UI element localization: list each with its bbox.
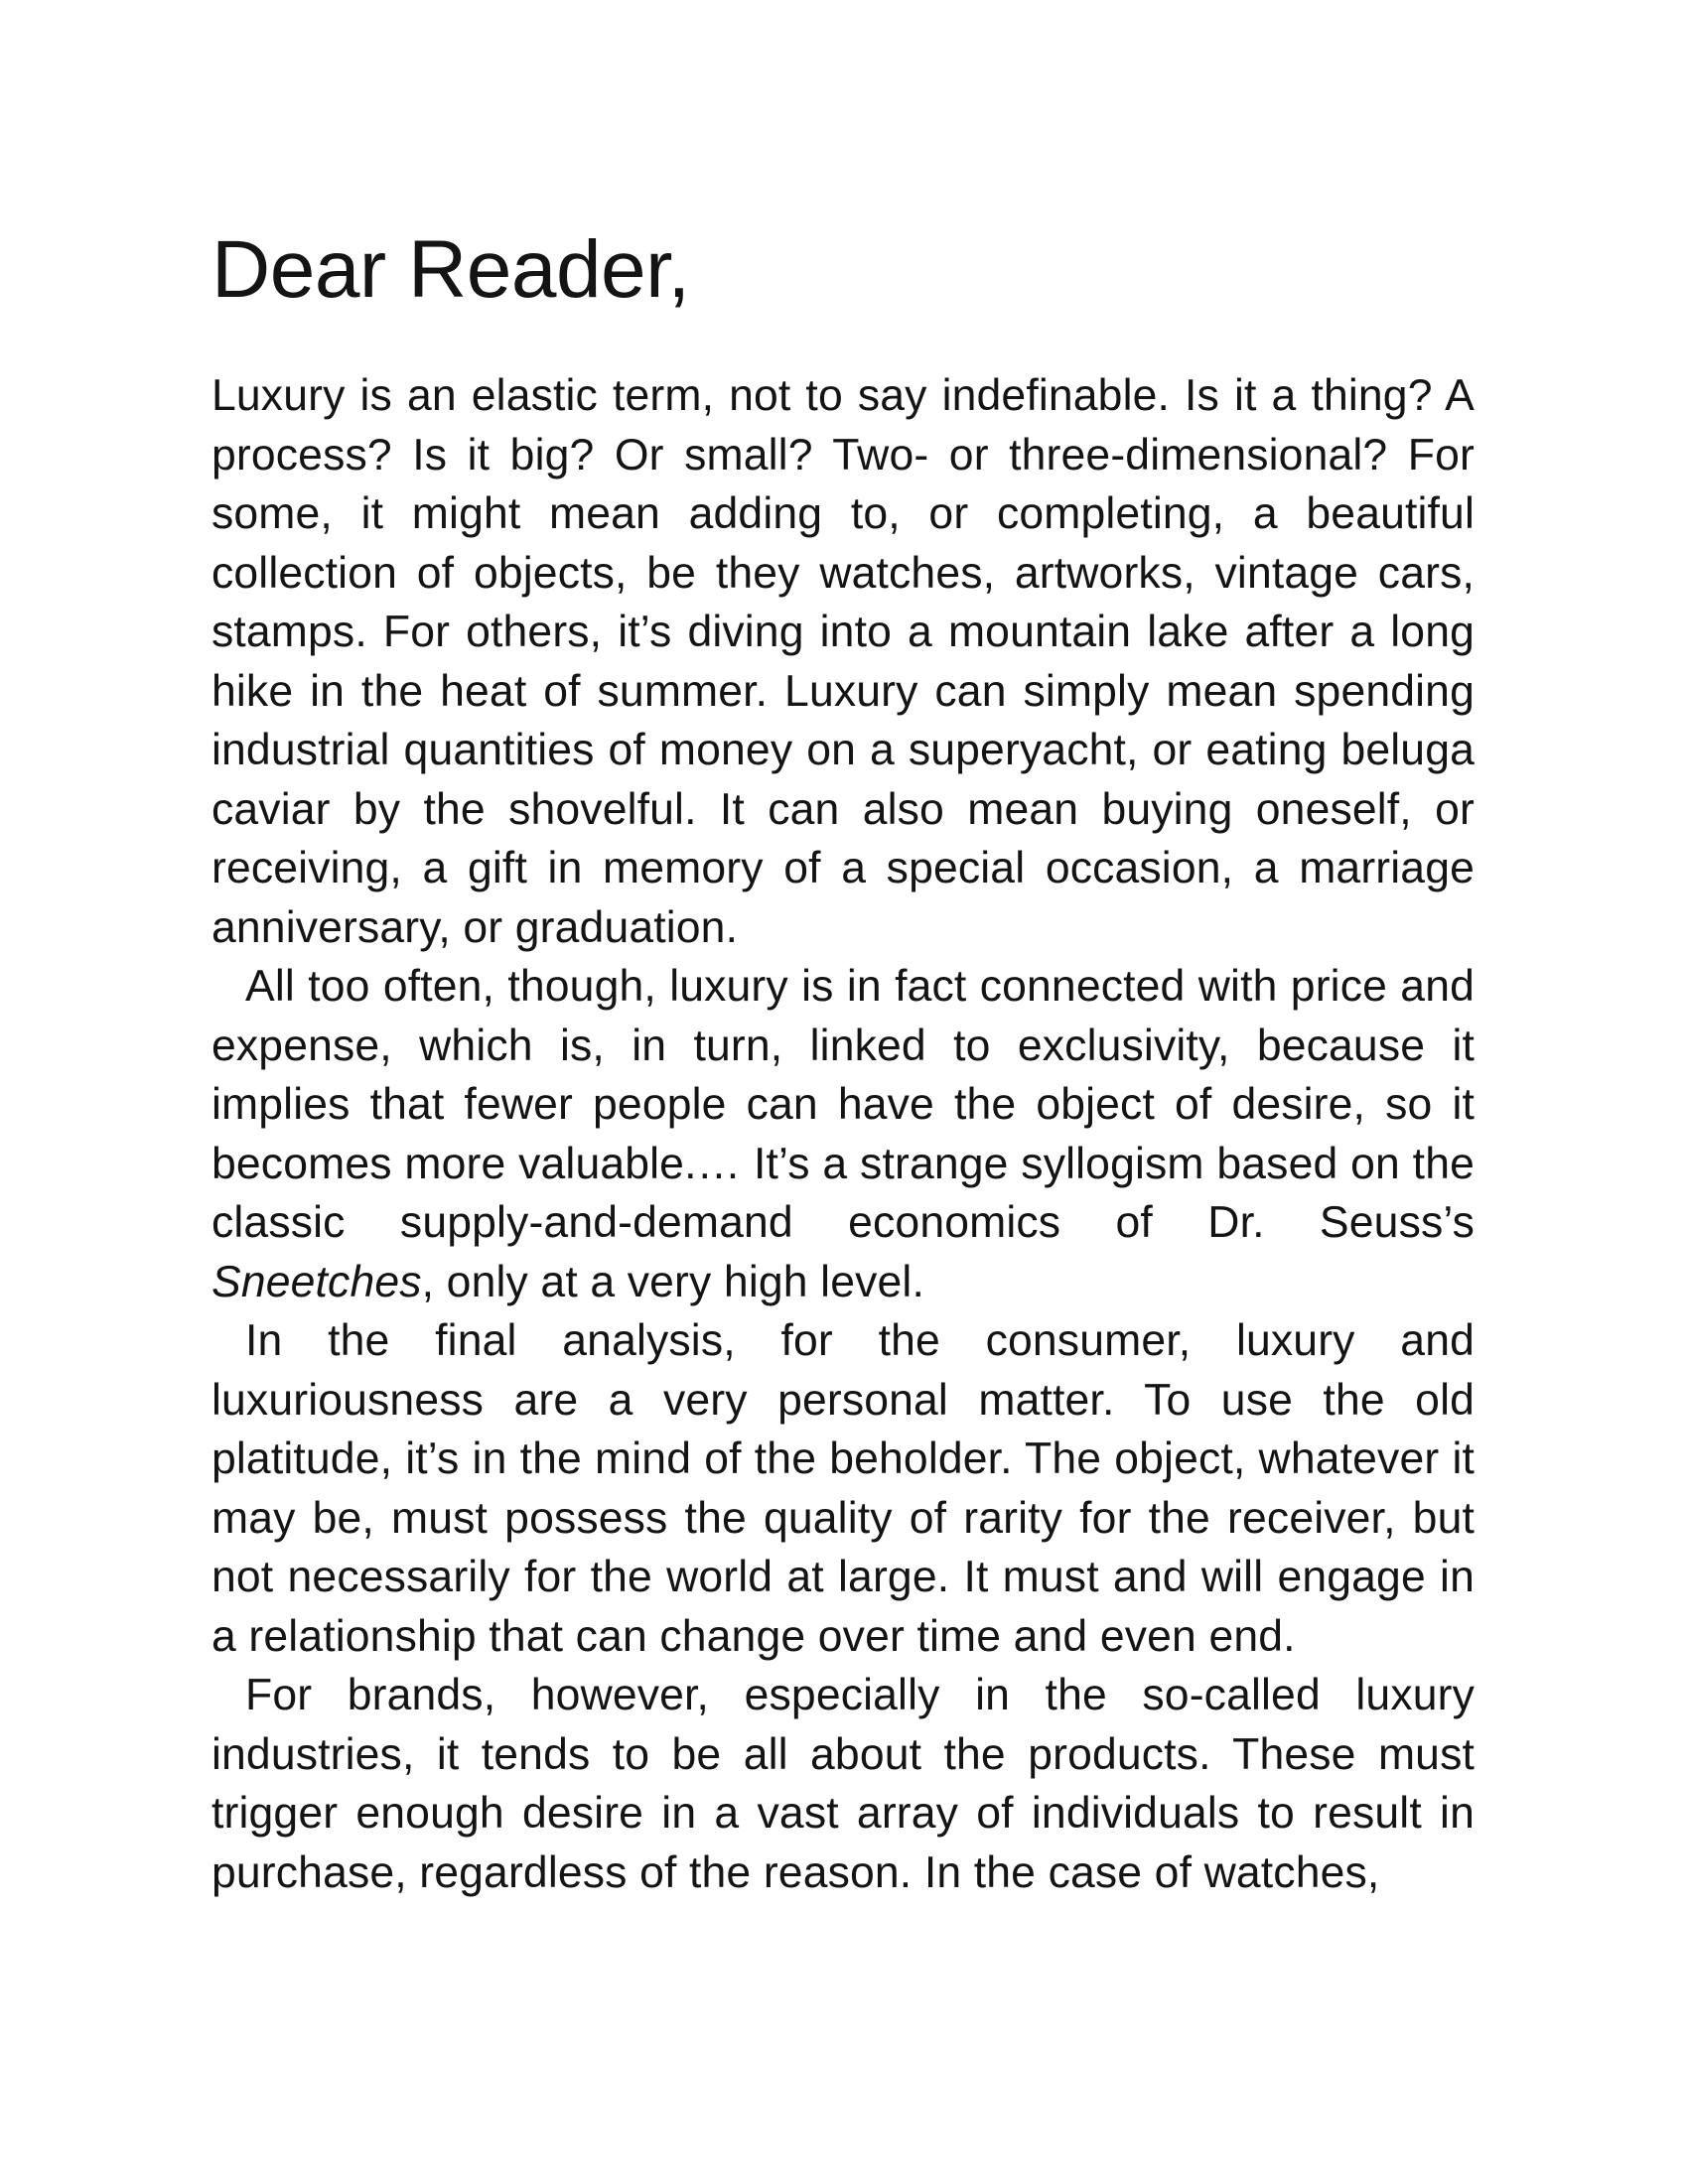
paragraph-3: In the final analysis, for the consumer, luxury and luxuriousness are a very personal matter. To use the old platitude, it’s in the mind of the beholder. The object, whatever it may be, must possess the quality of rarity for the receiver, but not necessarily for the world at large. It must and will engage in a relationship that can change over time and even end. xyxy=(211,1316,1475,1661)
paragraph-2 xyxy=(211,957,1475,1311)
document-page xyxy=(211,0,1475,2184)
letter-salutation: Dear Reader, xyxy=(211,224,690,315)
paragraph-2-text-end: , only at a very high level. xyxy=(421,1257,924,1306)
paragraph-1: Luxury is an elastic term, not to say indefinable. Is it a thing? A process? Is it big? Or small? Two- or three-dimensional? For some, it might mean adding to, or completing, a beautiful collection of objects, be they watches, artworks, vintage cars, stamps. For others, it’s diving into a mountain lake after a long hike in the heat of summer. Luxury can simply mean spending industrial quantities of money on a superyacht, or eating beluga caviar by the shovelful. It can also mean buying oneself, or receiving, a gift in memory of a special occasion, a marriage anniversary, or graduation. xyxy=(211,371,1475,952)
letter-body xyxy=(211,366,1475,1902)
paragraph-2-text: All too often, though, luxury is in fact connected with price and expense, which is, in turn, linked to exclusivity, because it implies that fewer people can have the object of desire, so it becomes more valuable.… It’s a strange syllogism based on the classic supply-and-demand economics of Dr. Seuss’s xyxy=(211,962,1475,1247)
book-title-italic: Sneetches xyxy=(211,1257,422,1306)
paragraph-4: For brands, however, especially in the so-called luxury industries, it tends to be all about the products. These must trigger enough desire in a vast array of individuals to result in purchase, regardless of the reason. In the case of watches, xyxy=(211,1671,1475,1897)
